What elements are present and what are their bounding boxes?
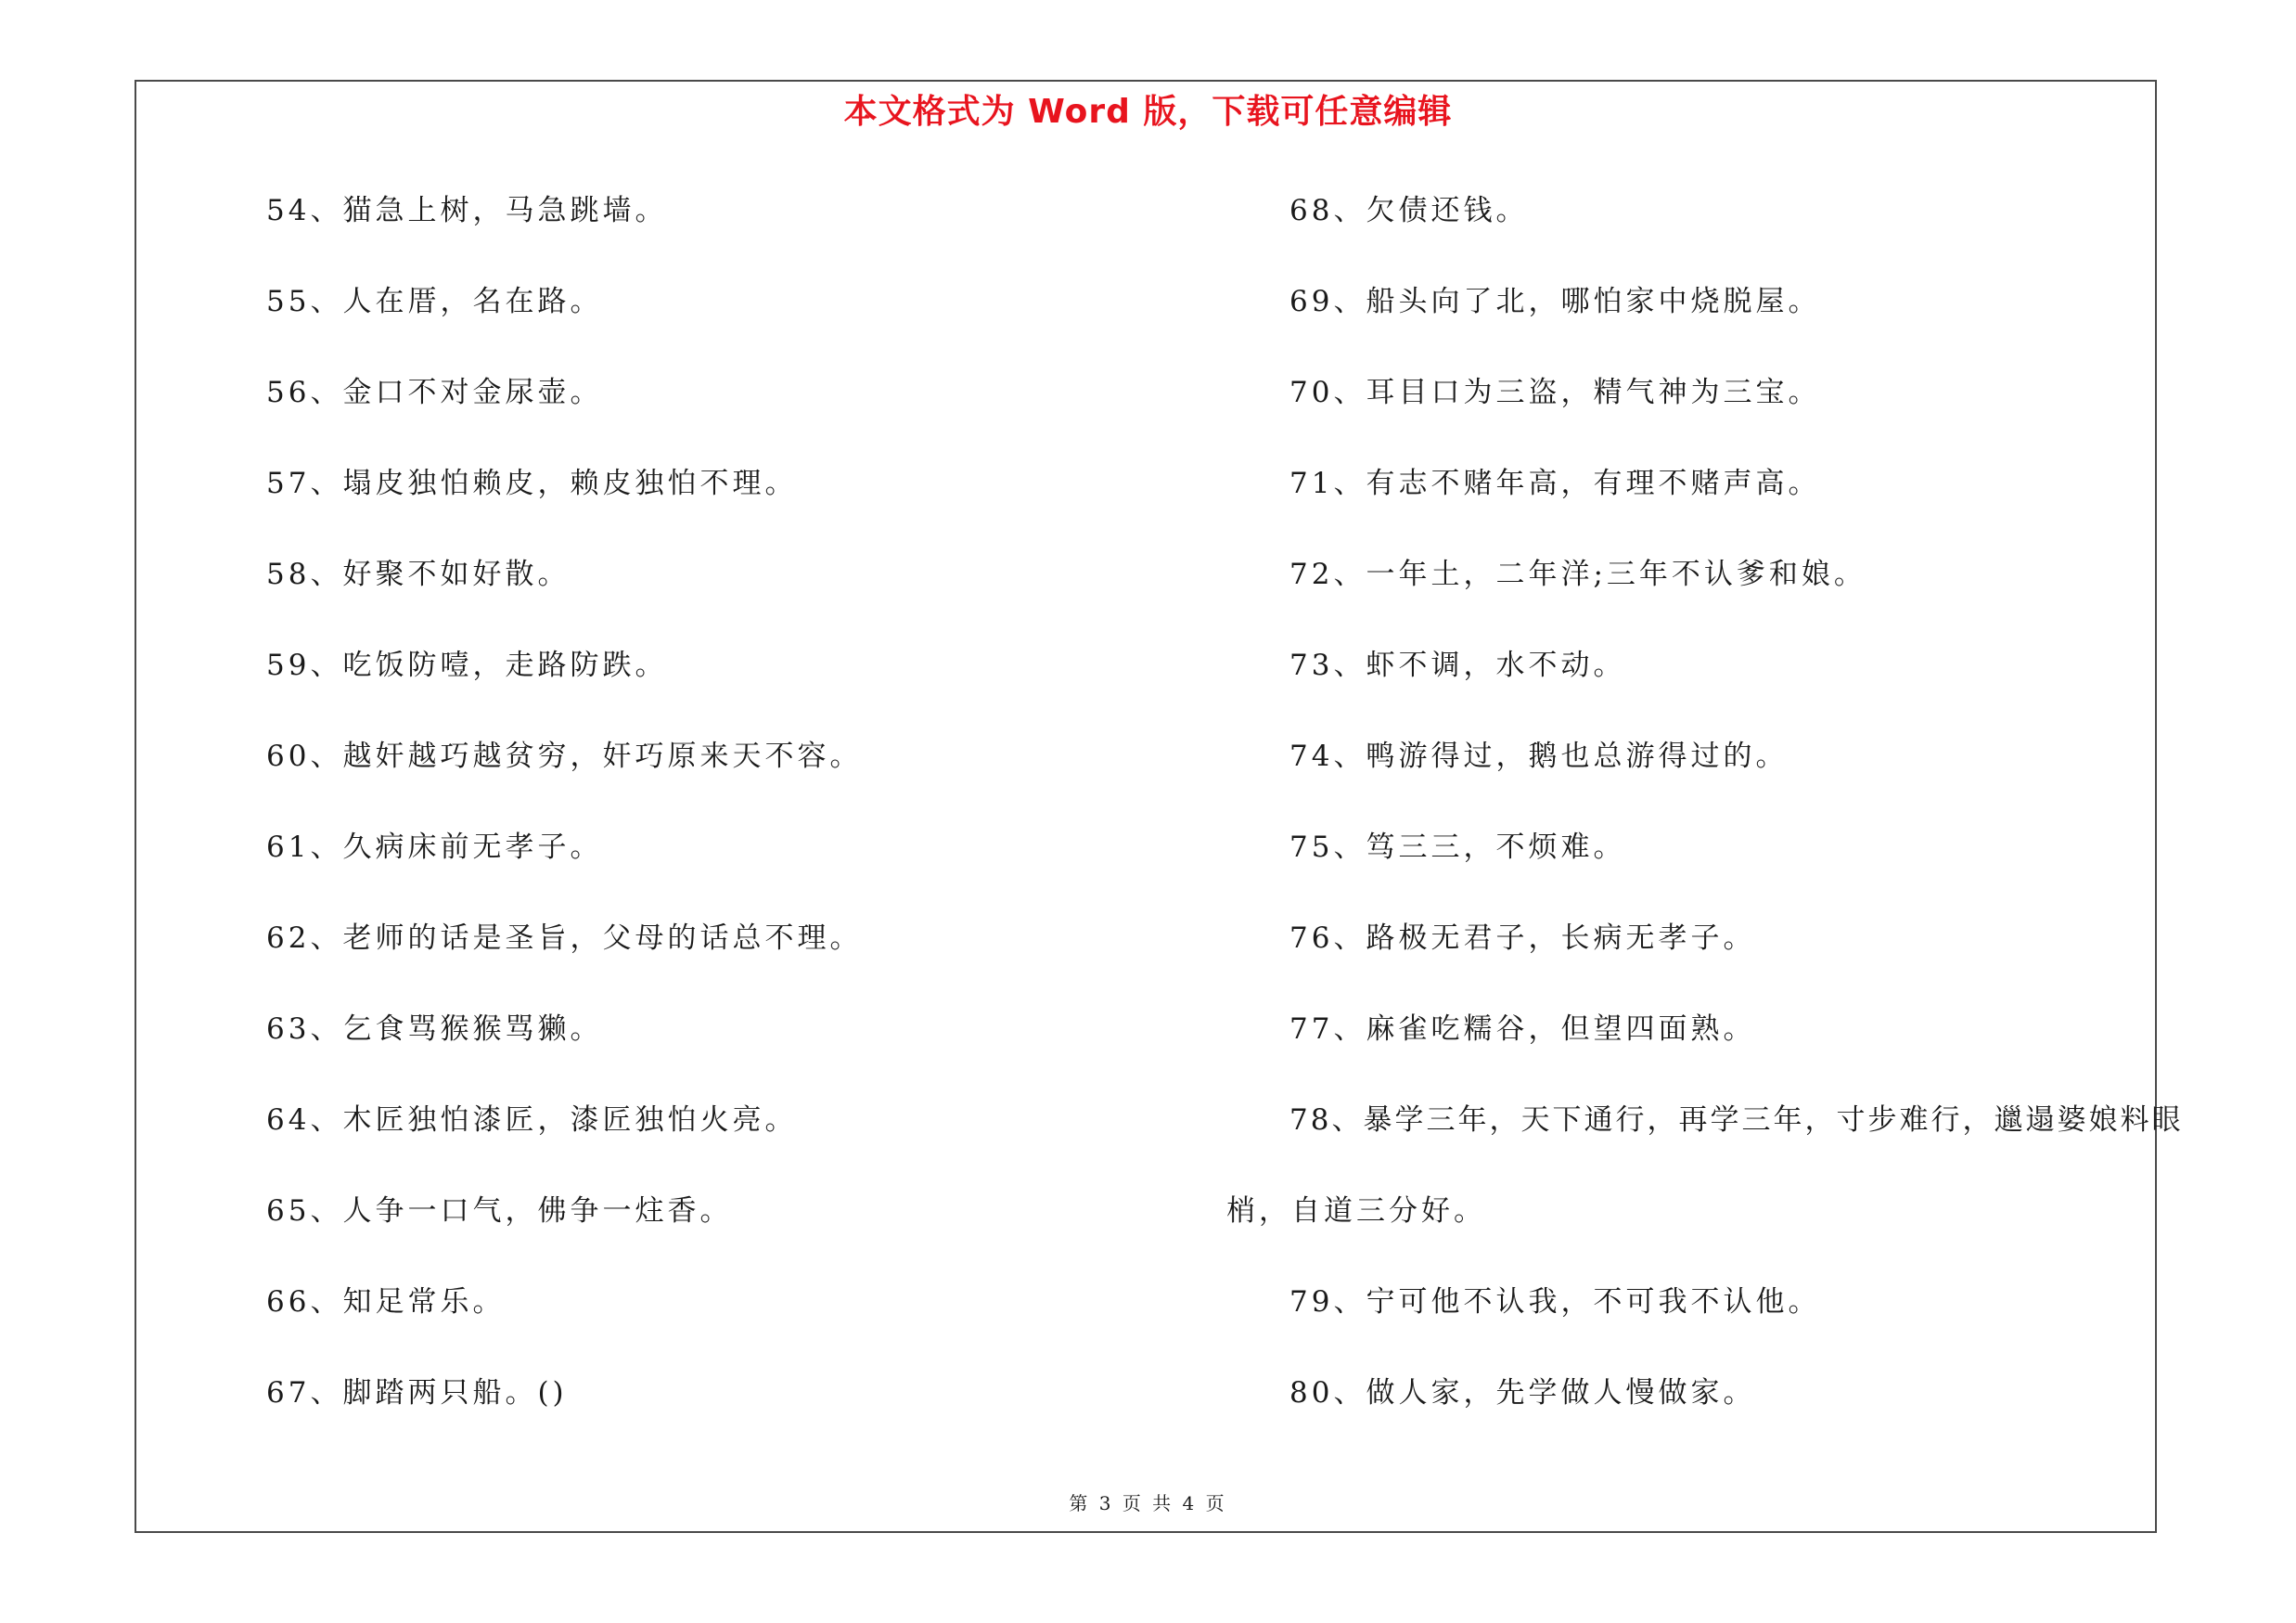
list-item: 68、欠债还钱。: [1289, 194, 1529, 227]
list-item: 80、做人家，先学做人慢做家。: [1289, 1376, 1756, 1410]
list-item: 57、塌皮独怕赖皮，赖皮独怕不理。: [266, 467, 798, 500]
list-item: 66、知足常乐。: [266, 1285, 506, 1319]
document-banner: 本文格式为 Word 版，下载可任意编辑: [843, 93, 1453, 131]
list-item: 73、虾不调，水不动。: [1289, 649, 1626, 682]
list-item: 60、越奸越巧越贫穷，奸巧原来天不容。: [266, 740, 863, 773]
page-number: 第 3 页 共 4 页: [1069, 1492, 1227, 1514]
list-item: 55、人在厝，名在路。: [266, 285, 603, 318]
list-item: 72、一年土，二年洋;三年不认爹和娘。: [1289, 558, 1866, 591]
list-item: 63、乞食骂猴猴骂獭。: [266, 1012, 603, 1046]
list-item: 74、鸭游得过，鹅也总游得过的。: [1289, 740, 1789, 773]
list-item: 70、耳目口为三盗，精气神为三宝。: [1289, 376, 1821, 409]
list-item: 67、脚踏两只船。(): [266, 1376, 568, 1410]
list-item: 56、金口不对金尿壶。: [266, 376, 603, 409]
list-item: 71、有志不赌年高，有理不赌声高。: [1289, 467, 1821, 500]
list-item: 59、吃饭防噎，走路防跌。: [266, 649, 668, 682]
list-item: 75、笃三三，不烦难。: [1289, 831, 1626, 864]
list-item: 62、老师的话是圣旨，父母的话总不理。: [266, 921, 863, 955]
list-item-continuation: 梢，自道三分好。: [1226, 1194, 1486, 1228]
list-item: 76、路极无君子，长病无孝子。: [1289, 921, 1756, 955]
list-item: 79、宁可他不认我，不可我不认他。: [1289, 1285, 1821, 1319]
list-item: 78、暴学三年，天下通行，再学三年，寸步难行，邋遢婆娘料眼: [1289, 1103, 2184, 1137]
list-item: 64、木匠独怕漆匠，漆匠独怕火亮。: [266, 1103, 798, 1137]
list-item: 65、人争一口气，佛争一炷香。: [266, 1194, 733, 1228]
list-item: 58、好聚不如好散。: [266, 558, 571, 591]
list-item: 61、久病床前无孝子。: [266, 831, 603, 864]
list-item: 54、猫急上树，马急跳墙。: [266, 194, 668, 227]
list-item: 77、麻雀吃糯谷，但望四面熟。: [1289, 1012, 1756, 1046]
list-item: 69、船头向了北，哪怕家中烧脱屋。: [1289, 285, 1821, 318]
